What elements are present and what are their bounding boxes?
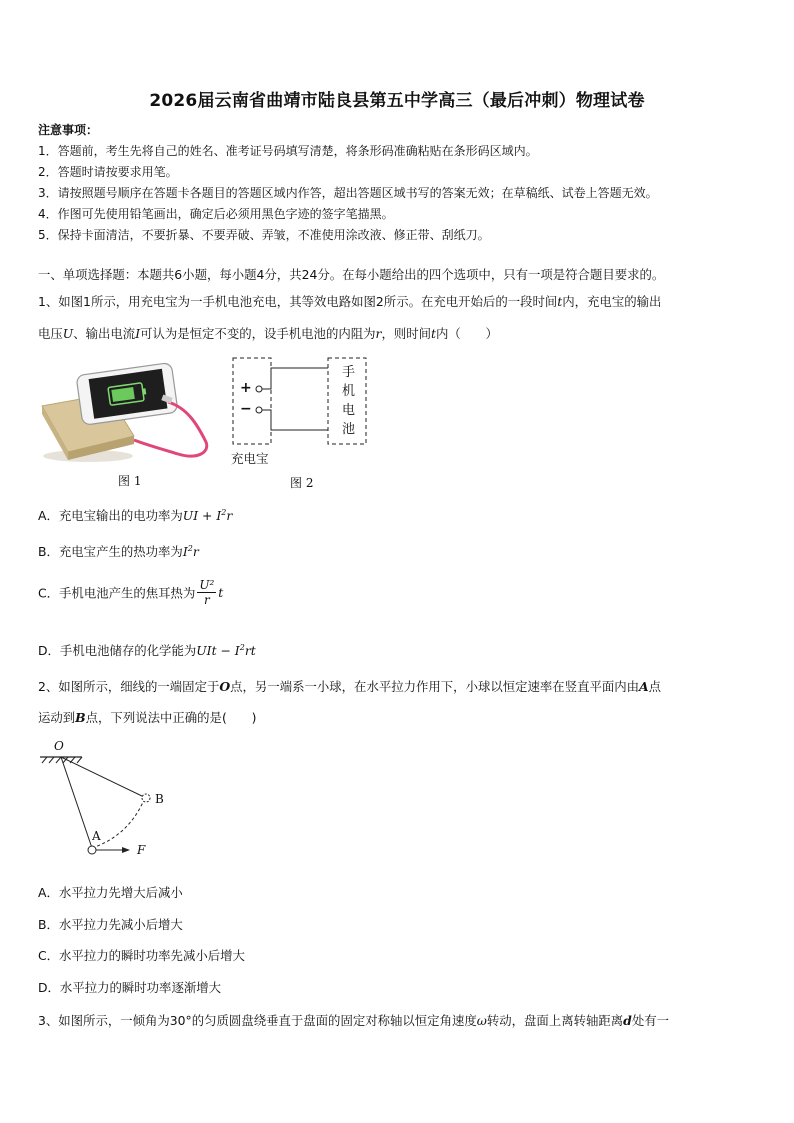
question-2-option-a: A．水平拉力先增大后减小 xyxy=(38,885,183,900)
notice-item: 1．答题前，考生先将自己的姓名、准考证号码填写清楚，将条形码准确粘贴在条形码区域内。 xyxy=(38,144,538,158)
point-b-label: B xyxy=(155,792,164,806)
figure-2-label: 图 2 xyxy=(290,476,314,490)
question-1-line-2: 电压U、输出电流I可认为是恒定不变的，设手机电池的内阻为r，则时间t内（ ） xyxy=(38,326,498,341)
power-bank-label: 充电宝 xyxy=(231,451,269,466)
question-2-line-2: 运动到B点，下列说法中正确的是( ) xyxy=(38,710,257,725)
figure-1-power-bank-image xyxy=(38,356,218,468)
force-f-label: F xyxy=(137,843,146,857)
notice-item: 4．作图可先使用铅笔画出，确定后必须用黑色字迹的签字笔描黑。 xyxy=(38,207,394,221)
question-1-option-b: B．充电宝产生的热功率为$I^2r$ xyxy=(38,543,199,559)
point-o-label: O xyxy=(54,739,64,753)
section-heading: 一、单项选择题：本题共6小题，每小题4分，共24分。在每小题给出的四个选项中，只有一项是符合题目要求的。 xyxy=(38,267,665,282)
question-2-option-b: B．水平拉力先减小后增大 xyxy=(38,917,183,932)
question-2-option-d: D．水平拉力的瞬时功率逐渐增大 xyxy=(38,980,222,995)
point-a-label: A xyxy=(92,829,101,843)
question-3-line-1: 3、如图所示，一倾角为30°的匀质圆盘绕垂直于盘面的固定对称轴以恒定角速度ω转动，盘面上离转轴距离d处有一 xyxy=(38,1013,669,1028)
notice-item: 5．保持卡面清洁，不要折暴、不要弄破、弄皱，不准使用涂改液、修正带、刮纸刀。 xyxy=(38,228,490,242)
phone-battery-label: 手 机 电 池 xyxy=(342,365,356,437)
question-2-line-1: 2、如图所示，细线的一端固定于O点，另一端系一小球，在水平拉力作用下，小球以恒定速率在竖直平面内由A点 xyxy=(38,679,662,694)
notice-item: 3．请按照题号顺序在答题卡各题目的答题区域内作答，超出答题区域书写的答案无效；在草稿纸、试卷上答题无效。 xyxy=(38,186,658,200)
question-1-option-d: D．手机电池储存的化学能为UIt − $I^2rt$ xyxy=(38,642,256,658)
question-1-option-c: C．手机电池产生的焦耳热为 $\frac{\text{U²}}{r}$ t xyxy=(38,578,224,607)
question-2-pendulum-figure xyxy=(36,740,166,860)
negative-terminal-label: − xyxy=(240,401,252,417)
notice-heading: 注意事项： xyxy=(38,123,99,137)
question-1-line-1: 1、如图1所示，用充电宝为一手机电池充电，其等效电路如图2所示。在充电开始后的一段时间t内，充电宝的输出 xyxy=(38,294,662,309)
page-title: 2026届云南省曲靖市陆良县第五中学高三（最后冲刺）物理试卷 xyxy=(149,91,645,111)
question-1-option-a: A．充电宝输出的电功率为UI + $I^2r$ xyxy=(38,507,233,523)
figure-1-label: 图 1 xyxy=(118,474,142,488)
question-2-option-c: C．水平拉力的瞬时功率先减小后增大 xyxy=(38,948,245,963)
positive-terminal-label: + xyxy=(240,380,252,396)
notice-item: 2．答题时请按要求用笔。 xyxy=(38,165,178,179)
